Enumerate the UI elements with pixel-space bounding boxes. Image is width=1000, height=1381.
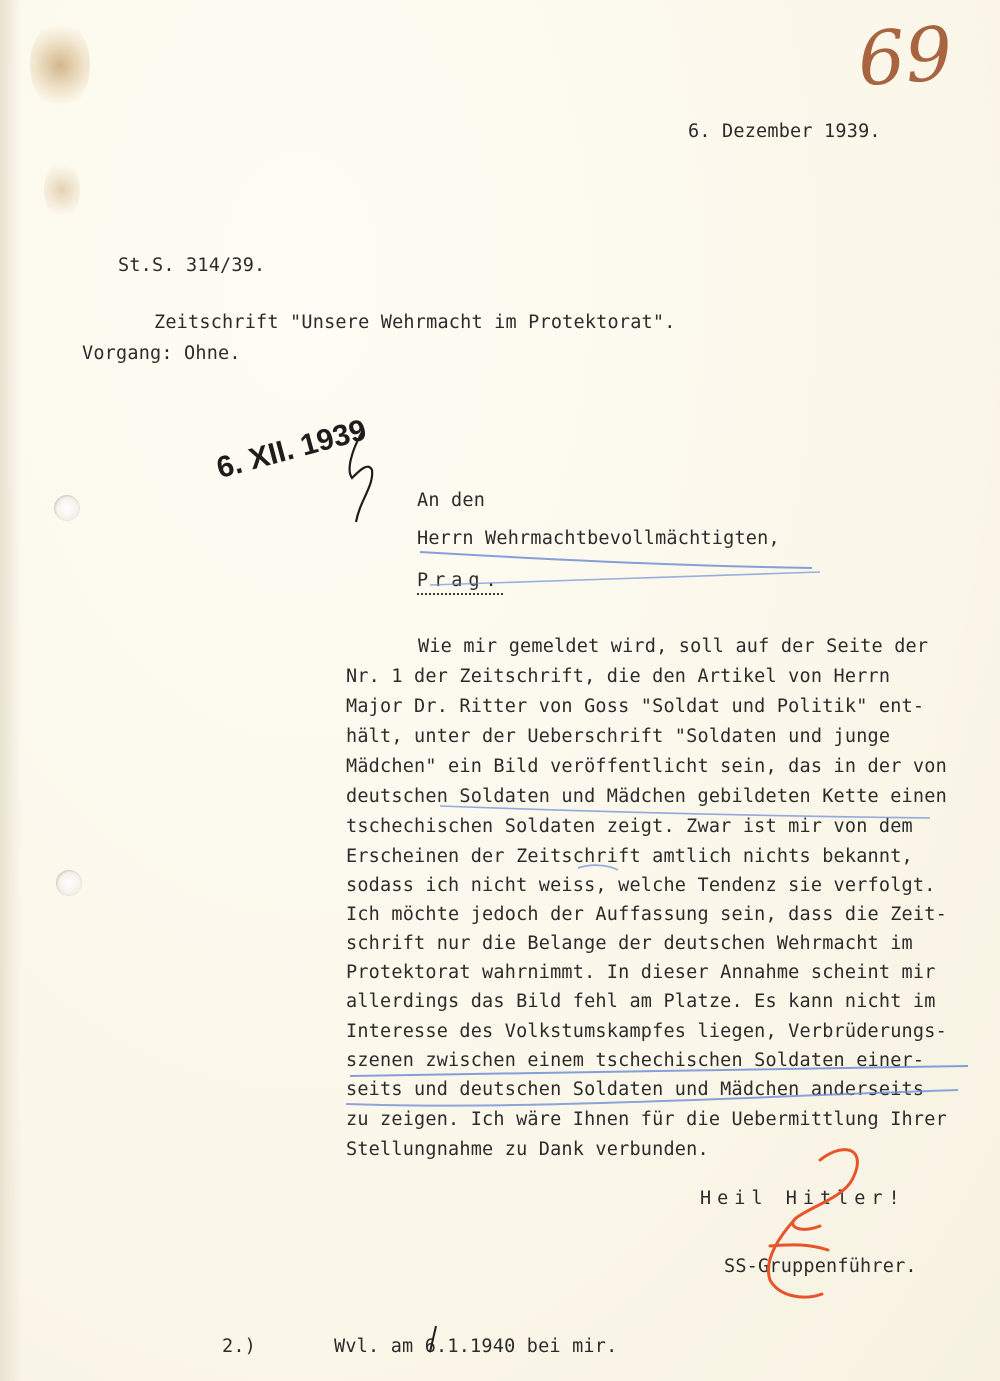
handwritten-page-number: 69: [855, 10, 956, 104]
letter-date: 6. Dezember 1939.: [688, 121, 881, 142]
body-line: seits und deutschen Soldaten und Mädchen anderseits: [346, 1079, 925, 1100]
footer-correction-stroke: [430, 1326, 436, 1352]
footer-item-number: 2.): [222, 1336, 257, 1357]
body-line: schrift nur die Belange der deutschen Wehrmacht im: [346, 933, 913, 954]
body-line: Interesse des Volkstumskampfes liegen, Verbrüderungs-: [346, 1021, 947, 1042]
reference-number: St.S. 314/39.: [118, 255, 266, 276]
signature-title: SS-Gruppenführer.: [724, 1256, 917, 1277]
body-line: Nr. 1 der Zeitschrift, die den Artikel von Herrn: [346, 666, 891, 687]
red-signature-mark: [768, 1150, 857, 1297]
blue-underline-body-2: [350, 1066, 968, 1076]
blue-underline-body-1: [440, 806, 930, 818]
stamp-initials-scribble: [350, 432, 373, 522]
blue-underline-recipient: [420, 552, 812, 568]
body-line: sodass ich nicht weiss, welche Tendenz sie verfolgt.: [346, 875, 936, 896]
body-line: allerdings das Bild fehl am Platze. Es kann nicht im: [346, 991, 936, 1012]
blue-underline-body-3: [346, 1090, 958, 1106]
recipient-city: Prag.: [417, 572, 503, 595]
blue-pencil-mark-body: [578, 865, 618, 870]
body-line: zu zeigen. Ich wäre Ihnen für die Uebermittlung Ihrer: [346, 1109, 947, 1130]
body-line: hält, unter der Ueberschrift "Soldaten und junge: [346, 726, 891, 747]
body-line: Protektorat wahrnimmt. In dieser Annahme scheint mir: [346, 962, 936, 983]
body-line: Stellungnahme zu Dank verbunden.: [346, 1139, 709, 1160]
recipient-title: Herrn Wehrmachtbevollmächtigten,: [417, 528, 780, 549]
body-line: Wie mir gemeldet wird, soll auf der Seite der: [418, 636, 929, 657]
body-line: tschechischen Soldaten zeigt. Zwar ist mir von dem: [346, 816, 913, 837]
body-line: deutschen Soldaten und Mädchen gebildeten Kette einen: [346, 786, 947, 807]
footer-followup-note: Wvl. am 6.1.1940 bei mir.: [334, 1336, 618, 1357]
body-line: Erscheinen der Zeitschrift amtlich nichts bekannt,: [346, 846, 913, 867]
received-date-stamp: 6. XII. 1939: [213, 413, 370, 486]
recipient-salutation: An den: [417, 490, 486, 511]
subject-line: Zeitschrift "Unsere Wehrmacht im Protektorat".: [154, 312, 676, 333]
body-line: Mädchen" ein Bild veröffentlicht sein, das in der von: [346, 756, 947, 777]
closing-greeting: Heil Hitler!: [700, 1188, 906, 1209]
body-line: Ich möchte jedoch der Auffassung sein, dass die Zeit-: [346, 904, 947, 925]
vorgang-line: Vorgang: Ohne.: [82, 343, 241, 364]
blue-underline-recipient-2: [430, 572, 820, 585]
body-line: szenen zwischen einem tschechischen Soldaten einer-: [346, 1050, 925, 1071]
body-line: Major Dr. Ritter von Goss "Soldat und Politik" ent-: [346, 696, 925, 717]
